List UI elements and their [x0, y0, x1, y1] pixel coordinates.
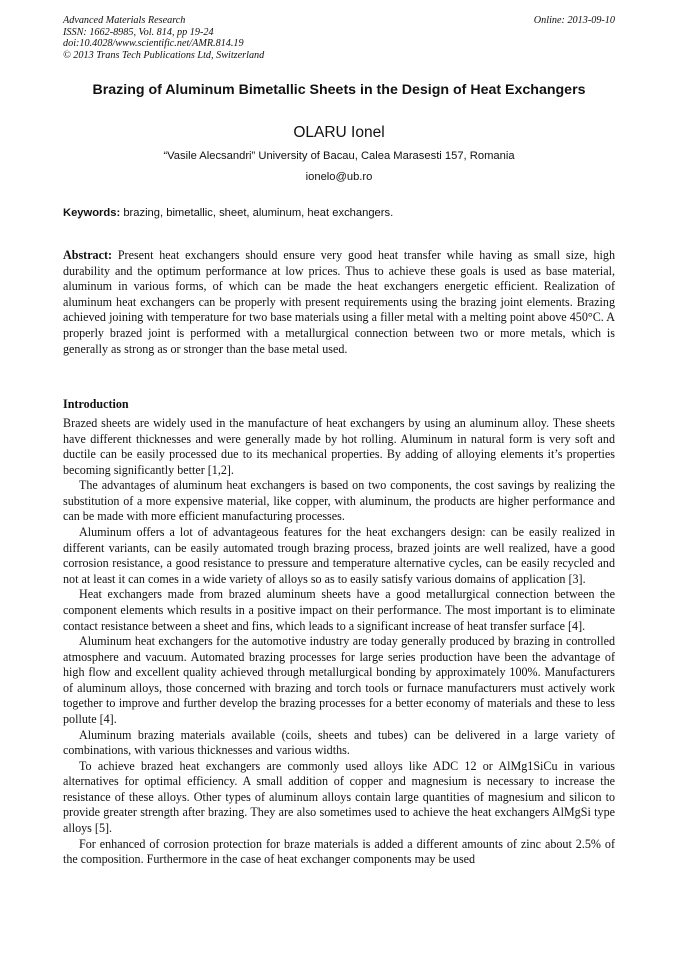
online-date: Online: 2013-09-10 [533, 15, 615, 26]
paper-title: Brazing of Aluminum Bimetallic Sheets in the Design of Heat Exchangers [92, 82, 586, 98]
affiliation: “Vasile Alecsandri” University of Bacau, Calea Marasesti 157, Romania [163, 150, 515, 162]
paragraph: Brazed sheets are widely used in the manufacture of heat exchangers by using an aluminum alloy. These sheets have different thicknesses and were generally made by hot rolling. Aluminum in natural form is very soft and ductile can be easily processed due to its mechanical properties. By adding of alloying elements it’s properties becoming significantly better [1,2]. [63, 416, 615, 477]
paragraph: Aluminum brazing materials available (coils, sheets and tubes) can be delivered in a large variety of combinations, with various thicknesses and various widths. [63, 727, 615, 758]
journal-header [63, 15, 615, 61]
paragraph: To achieve brazed heat exchangers are commonly used alloys like ADC 12 or AlMg1SiCu in various alternatives for optimal efficiency. A small addition of copper and magnesium is necessary to increase the resistance of these alloys. Other types of aluminum alloys contain large quantities of magnesium and silicon to provide greater strength after brazing. They are also sometimes used to achieve the heat exchangers AlMgSi type alloys [5]. [63, 758, 615, 836]
keywords-text: brazing, bimetallic, sheet, aluminum, heat exchangers. [123, 207, 394, 219]
paragraph: Aluminum offers a lot of advantageous features for the heat exchangers design: can be easily realized in different variants, can be easily automated trough brazing process, brazed joints are well realized, have a good corrosion resistance, a good resistance to pressure and temperature alternative cycles, can be easily recycled and not at least it can comes in a wide variety of alloys so as to easily satisfy various domains of application [3]. [63, 525, 615, 586]
abstract-label: Abstract: [63, 248, 113, 262]
abstract [63, 248, 615, 357]
copyright-line: © 2013 Trans Tech Publications Ltd, Switzerland [63, 49, 265, 61]
abstract-text: Present heat exchangers should ensure very good heat transfer while having as small size, high durability and the optimum performance at low prices. Thus to achieve these goals is used as base material, aluminum in various forms, of which can be made the heat exchangers energetic efficient. Realization of aluminum heat exchangers can be properly with present requirements using the brazing joint elements. Brazing achieved joining with temperature for two base materials using a filler metal with a melting point above 450°C. A properly brazed joint is performed with a metallurgical connection between two or more metals, which is generally as strong as or stronger than the base metal used. [63, 248, 615, 356]
section-heading-introduction: Introduction [63, 397, 129, 411]
author-email: ionelo@ub.ro [305, 171, 373, 183]
keywords-label: Keywords: [63, 207, 121, 219]
paragraph: Heat exchangers made from brazed aluminum sheets have a good metallurgical connection between the component elements which results in a positive impact on their performance. The most important is to eliminate contact resistance between a sheet and fins, which leads to a significant increase of heat transfer surface [4]. [63, 587, 615, 633]
introduction-body [63, 416, 615, 868]
author-name: OLARU Ionel [293, 124, 385, 141]
journal-name: Advanced Materials Research [63, 15, 186, 26]
paragraph: Aluminum heat exchangers for the automotive industry are today generally produced by brazing in controlled atmosphere and vacuum. Automated brazing processes for large series production have been the advantage of high flow and excellent quality achieved through metallurgical bonding by approximately 100%. Manufacturers of aluminum alloys, those concerned with brazing and torch tools or furnace manufacturers must actively work together to improve and further develop the brazing processes for a better economy of materials and these to less pollute [4]. [63, 634, 615, 726]
keywords [63, 207, 615, 219]
doi-line: doi:10.4028/www.scientific.net/AMR.814.19 [63, 38, 244, 50]
paragraph: The advantages of aluminum heat exchangers is based on two components, the cost savings by realizing the substitution of a more expensive material, like copper, with aluminum, the products are higher performance and can be made with more efficient manufacturing processes. [63, 478, 615, 524]
issn-line: ISSN: 1662-8985, Vol. 814, pp 19-24 [63, 26, 214, 38]
paragraph: For enhanced of corrosion protection for braze materials is added a different amounts of zinc about 2.5% of the composition. Furthermore in the case of heat exchanger components may be used [63, 836, 615, 867]
